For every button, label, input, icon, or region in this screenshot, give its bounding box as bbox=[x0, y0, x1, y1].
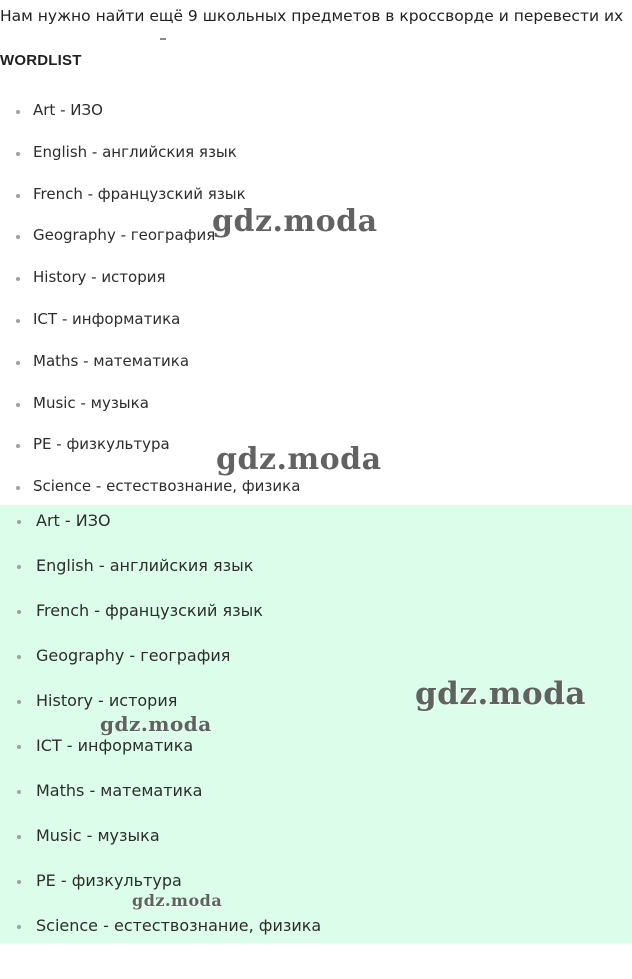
bullet-icon bbox=[16, 486, 20, 490]
watermark: gdz.moda bbox=[212, 204, 378, 239]
list-item bbox=[0, 90, 632, 132]
list-item-text: Science - естествознание, физика bbox=[36, 916, 322, 935]
bullet-icon bbox=[16, 319, 20, 323]
list-item-text: Maths - математика bbox=[33, 351, 190, 370]
bullet-icon bbox=[16, 444, 20, 448]
list-item-text: French - французский язык bbox=[33, 184, 246, 203]
watermark: gdz.moda bbox=[216, 442, 382, 477]
bullet-icon bbox=[17, 610, 21, 614]
list-item bbox=[0, 903, 632, 948]
list-item bbox=[0, 341, 632, 383]
bullet-icon bbox=[16, 194, 20, 198]
bullet-icon bbox=[16, 403, 20, 407]
list-item-text: Geography - география bbox=[36, 646, 231, 665]
bullet-icon bbox=[16, 277, 20, 281]
bullet-icon bbox=[17, 745, 21, 749]
list-item bbox=[0, 768, 632, 813]
cut-mark bbox=[160, 38, 166, 40]
list-item-text: History - история bbox=[33, 268, 166, 287]
wordlist-heading: WORDLIST bbox=[0, 52, 82, 69]
list-item bbox=[0, 383, 632, 425]
bullet-icon bbox=[17, 835, 21, 839]
bullet-icon bbox=[17, 700, 21, 704]
list-item bbox=[0, 588, 632, 633]
list-item bbox=[0, 858, 632, 903]
list-item-text: French - французский язык bbox=[36, 601, 263, 620]
list-item-text: ICT - информатика bbox=[36, 736, 194, 755]
list-item-text: Maths - математика bbox=[36, 781, 203, 800]
watermark: gdz.moda bbox=[132, 891, 223, 910]
wordlist-bottom bbox=[0, 498, 632, 948]
list-item-text: PE - физкультура bbox=[33, 435, 170, 454]
bullet-icon bbox=[16, 152, 20, 156]
bullet-icon bbox=[17, 565, 21, 569]
list-item-text: Art - ИЗО bbox=[33, 101, 103, 119]
list-item bbox=[0, 257, 632, 299]
list-item-text: Art - ИЗО bbox=[36, 511, 111, 530]
bullet-icon bbox=[16, 361, 20, 365]
list-item bbox=[0, 723, 632, 768]
list-item-text: History - история bbox=[36, 691, 178, 710]
bullet-icon bbox=[17, 655, 21, 659]
list-item bbox=[0, 633, 632, 678]
bullet-icon bbox=[17, 790, 21, 794]
list-item-text: PE - физкультура bbox=[36, 871, 182, 890]
list-item bbox=[0, 813, 632, 858]
list-item bbox=[0, 132, 632, 174]
list-item bbox=[0, 498, 632, 543]
list-item bbox=[0, 543, 632, 588]
bullet-icon bbox=[16, 235, 20, 239]
bullet-icon bbox=[17, 880, 21, 884]
bullet-icon bbox=[17, 520, 21, 524]
list-item-text: English - английския язык bbox=[33, 142, 237, 161]
list-item-text: Geography - география bbox=[33, 226, 216, 245]
list-item-text: English - английския язык bbox=[36, 556, 254, 575]
list-item-text: Music - музыка bbox=[33, 393, 149, 412]
bullet-icon bbox=[17, 925, 21, 929]
list-item-text: ICT - информатика bbox=[33, 309, 181, 328]
intro-text: Нам нужно найти ещё 9 школьных предметов в кроссворде и перевести их bbox=[0, 7, 624, 25]
list-item-text: Science - естествознание, физика bbox=[33, 477, 301, 496]
list-item-text: Music - музыка bbox=[36, 826, 160, 845]
watermark: gdz.moda bbox=[415, 676, 586, 712]
list-item bbox=[0, 299, 632, 341]
bullet-icon bbox=[16, 110, 20, 114]
watermark: gdz.moda bbox=[100, 712, 212, 736]
